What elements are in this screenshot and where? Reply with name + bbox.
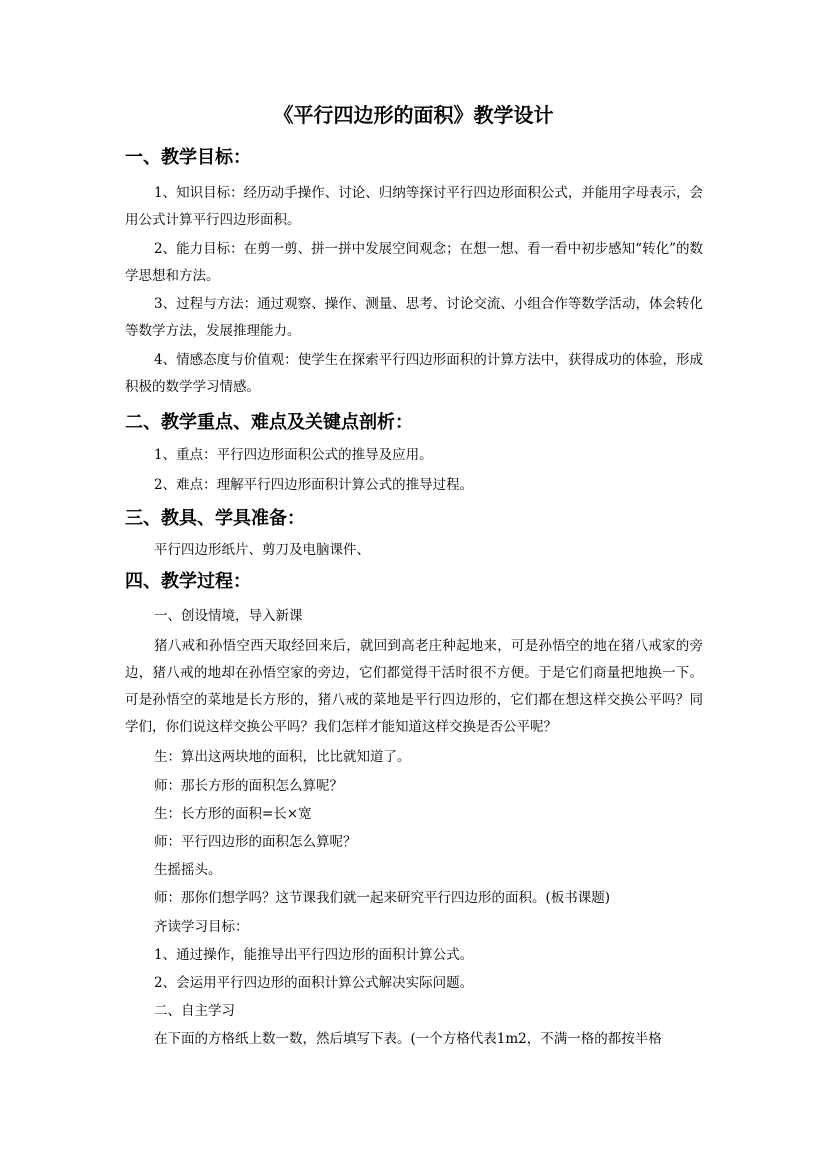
objective-knowledge: 1、知识目标：经历动手操作、讨论、归纳等探讨平行四边形面积公式，并能用字母表示，会用公式计算平行四边形面积。 [125, 185, 703, 228]
dialogue-line: 师：那长方形的面积怎么算呢？ [154, 778, 343, 794]
key-point-difficulty: 2、难点：理解平行四边形面积计算公式的推导过程。 [154, 477, 474, 493]
section-heading-key-points: 二、教学重点、难点及关键点剖析： [125, 412, 413, 433]
learning-goal-2: 2、会运用平行四边形的面积计算公式解决实际问题。 [154, 975, 474, 991]
objective-process: 3、过程与方法：通过观察、操作、测量、思考、讨论交流、小组合作等数学活动，体会转化等数学方法，发展推理能力。 [125, 296, 703, 339]
story-paragraph: 猪八戒和孙悟空西天取经回来后，就回到高老庄种起地来，可是孙悟空的地在猪八戒家的旁边，猪八戒的地却在孙悟空家的旁边，它们都觉得干活时很不方便。于是它们商量把地换一下。可是孙悟空的菜地是长方形的，猪八戒的菜地是平行四边形的，它们都在想这样交换公平吗？同学们，你们说这样交换公平吗？我们怎样才能知道这样交换是否公平呢？ [125, 638, 703, 735]
section-heading-objectives: 一、教学目标： [125, 147, 251, 168]
dialogue-line: 生摇摇头。 [154, 862, 222, 878]
instruction-line: 在下面的方格纸上数一数，然后填写下表。(一个方格代表1m2，不满一格的都按半格 [154, 1031, 662, 1047]
dialogue-line: 师：那你们想学吗？这节课我们就一起来研究平行四边形的面积。(板书课题) [154, 890, 611, 906]
section-heading-process: 四、教学过程： [125, 571, 251, 592]
materials-list: 平行四边形纸片、剪刀及电脑课件、 [154, 542, 370, 558]
dialogue-line: 生：长方形的面积=长×宽 [154, 806, 312, 822]
document-title: 《平行四边形的面积》教学设计 [273, 103, 554, 127]
dialogue-line: 师：平行四边形的面积怎么算呢？ [154, 834, 357, 850]
learning-goal-1: 1、通过操作，能推导出平行四边形的面积计算公式。 [154, 947, 474, 963]
dialogue-line: 生：算出这两块地的面积，比比就知道了。 [154, 749, 411, 765]
objective-ability: 2、能力目标：在剪一剪、拼一拼中发展空间观念；在想一想、看一看中初步感知“转化”的数学思想和方法。 [125, 241, 703, 284]
subheading-introduction: 一、创设情境，导入新课 [154, 608, 303, 624]
objective-attitude: 4、情感态度与价值观：使学生在探索平行四边形面积的计算方法中，获得成功的体验，形成积极的数学学习情感。 [125, 352, 703, 395]
dialogue-line: 齐读学习目标： [154, 919, 249, 935]
subheading-self-study: 二、自主学习 [154, 1003, 235, 1019]
key-point-focus: 1、重点：平行四边形面积公式的推导及应用。 [154, 447, 433, 463]
section-heading-materials: 三、教具、学具准备： [125, 508, 305, 529]
